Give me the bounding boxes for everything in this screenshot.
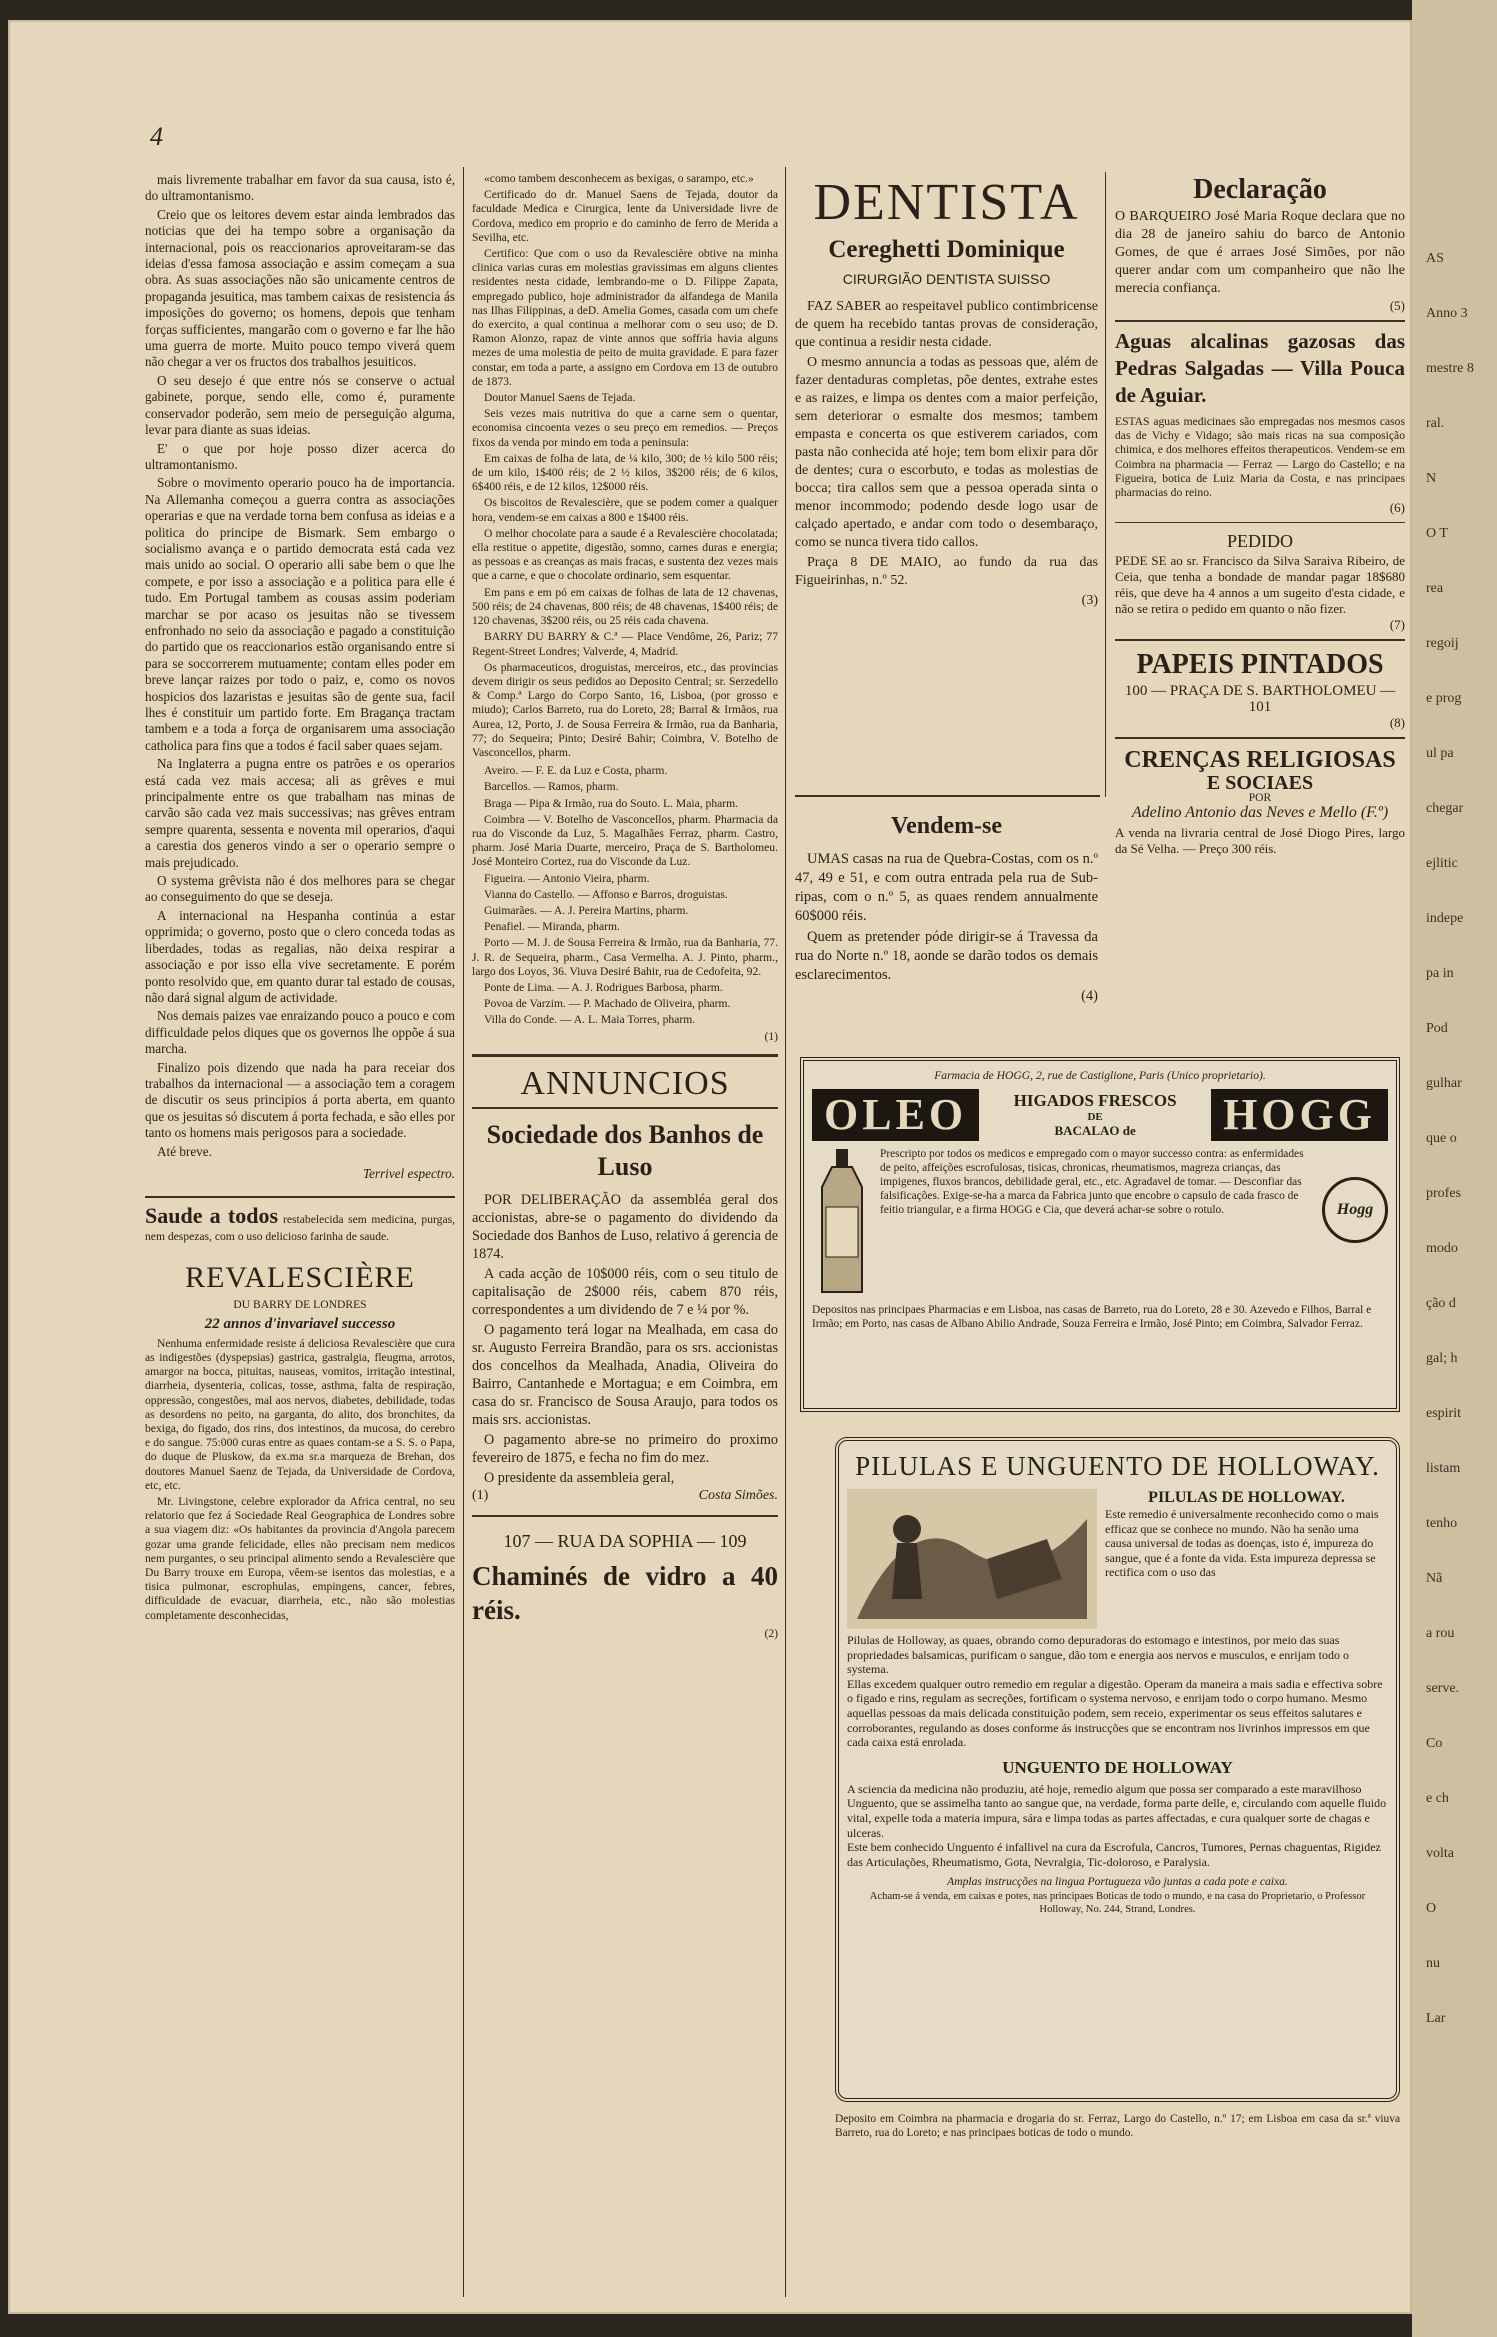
banhos-paragraph: O presidente da assembleia geral,	[484, 1469, 675, 1486]
revalesciere-paragraph: O melhor chocolate para a saude é a Revalescière chocolatada; ella restitue o appetite, digestão, somno, carnes duras e energia; as pessoas e as creanças as mais fracas, e sustenta dez vezes mais que a carne, e que o chocolate ordinario, sem esquentar.	[472, 526, 778, 583]
dentista-name: Cereghetti Dominique	[828, 236, 1065, 263]
crencas-subtitle: E SOCIAES	[1206, 772, 1314, 795]
agents-list	[472, 764, 778, 1027]
holloway-p4: Este bem conhecido Unguento é infallivel na cura da Escrofula, Cancros, Tumores, Pernas chaguentas, Rigidez das Articulações, Rheumatismo, Gota, Nevralgia, Tic-doloroso, e Paralysia.	[847, 1840, 1381, 1869]
declaracao-mark: (5)	[1389, 298, 1405, 313]
column-1	[145, 172, 455, 2307]
adjacent-page-fragment: regoij	[1426, 636, 1459, 651]
revalesciere-years: 22 annos d'invariavel successo	[204, 1316, 396, 1333]
revalesciere-continued	[472, 172, 778, 760]
papeis-address: 100 — PRAÇA DE S. BARTHOLOMEU — 101	[1124, 683, 1396, 716]
adjacent-page-fragment: Nã	[1426, 1571, 1443, 1586]
revalesciere-subtitle: DU BARRY DE LONDRES	[233, 1298, 367, 1312]
holloway-foot1: Amplas instrucções na lingua Portugueza vão juntas a cada pote e caixa.	[947, 1875, 1288, 1889]
banhos-paragraph: A cada acção de 10$000 réis, com o seu titulo de capitalisação de 2$000 réis, cabem 870 réis, correspondentes a um dividendo de 7 e ¼ por %.	[472, 1265, 778, 1318]
revalesciere-paragraph: Em caixas de folha de lata, de ¼ kilo, 300; de ½ kilo 500 réis; de um kilo, 1$400 réis; de 2 ½ kilos, 3$200 réis; de 6 kilos, 6$400 réis, e de 12 kilos, 12$000 réis.	[472, 451, 778, 494]
dentista-text	[795, 298, 1098, 590]
crencas-author: Adelino Antonio das Neves e Mello (F.º)	[1131, 804, 1389, 822]
adjacent-page-fragment: chegar	[1426, 801, 1464, 816]
divider	[1115, 639, 1405, 641]
adjacent-page-fragment: espirit	[1426, 1406, 1461, 1421]
adjacent-page-fragment: ção d	[1426, 1296, 1456, 1311]
divider	[1115, 737, 1405, 739]
adjacent-page-edge	[1412, 0, 1497, 2337]
declaracao-text: O BARQUEIRO José Maria Roque declara que no dia 28 de janeiro sahiu do barco de Antonio Gomes, de que é arraes José Simões, por não querer andar com um companheiro que não lhe merecia confiança.	[1115, 209, 1405, 296]
adjacent-page-fragment: Co	[1426, 1736, 1443, 1751]
revalesciere-paragraph: Seis vezes mais nutritiva do que a carne sem o quentar, economisa cincoenta vezes o seu preço em remedios. — Preços fixos da venda por mindo em toda a peninsula:	[472, 407, 778, 449]
column-rule-3	[1105, 172, 1106, 797]
article-paragraph: Nos demais paizes vae enraizando pouco a pouco e com difficuldade pelos diques que os governos lhe oppõe á sua marcha.	[145, 1008, 455, 1057]
adjacent-page-fragment: serve.	[1426, 1681, 1460, 1696]
saude-text: restabelecida sem medicina, purgas, nem despezas, com o uso delicioso farinha de saude.	[145, 1213, 455, 1243]
article-paragraph: Sobre o movimento operario pouco ha de importancia. Na Allemanha começou a guerra contra as associações operarias e que na verdade torna bem confusa as ideias e a politica do principe de Bismark. Sem embargo o socialismo avança e o partido democrata está cada vez mais unido ao social. O operario alli sabe bem o que lhe compete, e por isso a associação e a politica para elle é tudo. Em Portugal tambem as cousas assim poderiam marchar se por acaso os jesuitas não se tivessem enfronhado no seio da associação e pagado a constituição do partido que os reaccionarios estão organisando entre si para se soccorrerem mutuamente; contam elles poder em breve lançar raizes por todo o paiz, e, como os novos hospicios dos lazaristas e jesuitas são de gente sua, facil lhes é constituir um partido forte. Em Bragança tractam tambem e a toda a força de organisarem uma associação catholica para fins que a todos é facil saber quaes sejam.	[145, 475, 455, 753]
revalesciere-paragraph: BARRY DU BARRY & C.ª — Place Vendôme, 26, Pariz; 77 Regent-Street Londres; Valverde, 4, Madrid.	[472, 630, 778, 658]
holloway-intro: Este remedio é universalmente reconhecido como o mais efficaz que se conhece no mundo. Não ha senão uma causa universal de todas as doenças, isto é, impureza do sangue, que é a fonte da vida. Esta impureza depressa se rectifica com o uso das	[1105, 1507, 1379, 1580]
revalesciere-paragraph: Em pans e em pó em caixas de folhas de lata de 12 chavenas, 500 réis; de 24 chavenas, 800 réis; de 48 chavenas, 1$400 réis; de 120 chavenas, 3$200 réis, ou 25 réis cada chavena.	[472, 585, 778, 628]
adjacent-page-fragment: indepe	[1426, 911, 1464, 926]
holloway-p3: A sciencia da medicina não produziu, até hoje, remedio algum que possa ser comparado a este maravilhoso Unguento, que se assimelha tanto ao sangue que, na verdade, forma parte delle, e, circulando com aquelle fluido vital, expelle toda a materia impura, sára e limpa todas as partes affectadas, e cura qualquer sorte de chagas e ulceras.	[847, 1781, 1387, 1840]
adjacent-page-fragment: pa in	[1426, 966, 1454, 981]
adjacent-page-fragment: ejlitic	[1426, 856, 1458, 871]
article-paragraph: A internacional na Hespanha continúa a estar opprimida; o governo, posto que o clero conceda todas as liberdades, todas as regalias, não deixa respirar a associação e por isso ella vive secretamente. E porém ponto resolvido que, em quanto durar tal estado de cousas, não dará signal algum de actividade.	[145, 907, 455, 1005]
oleo-mid2: DE	[1087, 1111, 1103, 1124]
revalesciere-paragraph: Certificado do dr. Manuel Saens de Tejada, doutor da faculdade Medica e Cirurgica, lente da Universidade livre de Cordova, medico em proprio e do caminho de ferro de Merida a Sevilha, etc.	[472, 188, 778, 244]
adjacent-page-fragment: que o	[1426, 1131, 1457, 1146]
article-paragraph: mais livremente trabalhar em favor da sua causa, isto é, do ultramontanismo.	[145, 172, 455, 204]
column-rule-1	[463, 167, 464, 2297]
agent-entry: Villa do Conde. — A. L. Maia Torres, pharm.	[484, 1013, 696, 1027]
oleo-description: Prescripto por todos os medicos e empregado com o mayor successo contra: as enfermidades de peito, affeições escrofulosas, tisicas, chronicas, rheumatismos, magreza crianças, das impigenes, fluxos brancos, debilidade geral, etc., etc. Agradavel de tomar. — Desconfiar das falsificações. Exige-se-ha a marca da Fabrica junto que encobre o capsulo de cada frasco de feitio triangular, e a firma HOGG e Cia, que deverá achar-se sobre o rotulo.	[880, 1148, 1304, 1217]
chamines-title: Chaminés de vidro a 40 réis.	[472, 1560, 778, 1625]
dentista-paragraph: O mesmo annuncia a todas as pessoas que, além de fazer dentaduras completas, põe dentes, extrahe estes e as raizes, e limpa os dentes com a maior perfeição, sem deteriorar o esmalte dos mesmos; tambem empasta e concerta os que estiverem cariados, com pasta não conhecida até hoje; tem bom elixir para dôr de dentes; cura o escorbuto, e todas as molestias de bocca; tira callos sem que a pessoa operada sinta o menor incommodo; podendo desde logo usar de calçado apertado, e andar com todo o desembaraço, como se nunca tivera tido callos.	[795, 355, 1098, 550]
article-paragraph: Finalizo pois dizendo que nada ha para receiar dos trabalhos da internacional — a associação tem a coragem de discutir os seus principios á porta aberta, em quanto que os jesuitas só discutem á porta fechada, e são elles por tanto os homens mais perigosos para a sociedade.	[145, 1059, 455, 1141]
banhos-footer	[472, 1489, 778, 1503]
aguas-text: ESTAS aguas medicinaes são empregadas nos mesmos casos das de Vichy e Vidago; são mais ricas na sua composição chimica, e dos melhores effeitos therapeuticos. Vendem-se em Coimbra na pharmacia — Ferraz — Largo do Castello; e na Figueira, botica de Luiz Maria da Costa, e nas principaes pharmacias do reino.	[1115, 415, 1405, 500]
crencas-text: A venda na livraria central de José Diogo Pires, largo da Sé Velha. — Preço 300 réis.	[1115, 825, 1405, 857]
adjacent-page-fragment: volta	[1426, 1846, 1454, 1861]
hogg-seal	[1322, 1177, 1388, 1243]
pilulas-heading: PILULAS DE HOLLOWAY.	[1148, 1489, 1345, 1506]
vendem-title: Vendem-se	[890, 813, 1003, 839]
divider	[795, 795, 1100, 797]
banhos-signature: Costa Simões.	[698, 1487, 778, 1503]
agent-entry: Aveiro. — F. E. da Luz e Costa, pharm.	[484, 764, 668, 778]
oleo-mid1: HIGADOS FRESCOS	[1013, 1091, 1177, 1111]
adjacent-page-fragment: e ch	[1426, 1791, 1449, 1806]
article-paragraph: Creio que os leitores devem estar ainda lembrados das noticias que dei ha tempo sobre a organisação da internacional, pois os reaccionarios aproveitaram-se das ideias d'essa famosa associação e assim começam a sua obra. As suas associações não são unicamente centros de propaganda jesuitica, mas tambem caixas de resistencia ás imposições do governo; os homens, depois que tenham forças sufficientes, mangarão com o governo e far lhe hão uma guerra de morte. Muito pouco tempo viverá quem não chegar a ver os fructos dos trabalhos jesuiticos.	[145, 206, 455, 370]
revalesciere-paragraph: Nenhuma enfermidade resiste á deliciosa Revalescière que cura as indigestões (dyspepsias) gastrica, gastralgia, fleugma, arrotos, amargor na bocca, pituitas, nauseas, vomitos, irritação intestinal, diarrheia, dysenteria, colicas, tosse, asthma, falta de respiração, oppressão, congestões, mal aos nervos, diabetes, debilidade, todas as desordens no peito, na garganta, do alito, dos bronchites, da bexiga, do figado, dos rins, dos intestinos, da mucosa, do cerebro e do sangue. 75:000 curas entre as quaes contam-se a S. S. o Papa, do duque de Pluskow, da ex.ma sr.a marqueza de Brehan, dos doutores Manuel Saenz de Tejada, da Universidade de Cordova, etc, etc.	[145, 1336, 455, 1492]
agent-entry: Guimarães. — A. J. Pereira Martins, pharm.	[484, 903, 689, 917]
adjacent-page-fragment: Pod	[1426, 1021, 1448, 1036]
banhos-paragraph: O pagamento terá logar na Mealhada, em casa do sr. Augusto Ferreira Brandão, para os srs. accionistas dos concelhos da Mealhada, Anadia, Oliveira do Bairro, Cantanhede e Mortagua; e em Coimbra, em casa do sr. Francisco de Sousa Araujo, para todos os mais srs. accionistas.	[472, 1321, 778, 1428]
agent-entry: Ponte de Lima. — A. J. Rodrigues Barbosa, pharm.	[484, 980, 723, 994]
adjacent-page-fragment: O T	[1426, 526, 1448, 541]
agent-entry: Penafiel. — Miranda, pharm.	[484, 920, 620, 934]
dentista-mark: (3)	[1081, 593, 1098, 608]
bottle-icon	[812, 1147, 872, 1297]
oleo-hogg-ad	[800, 1057, 1400, 1412]
oleo-heading-row	[812, 1089, 1388, 1141]
revalesciere-paragraph: Doutor Manuel Saens de Tejada.	[484, 391, 636, 405]
papeis-mark: (8)	[1389, 715, 1405, 731]
newspaper-page	[10, 22, 1410, 2312]
papeis-title: PAPEIS PINTADOS	[1136, 649, 1384, 681]
adjacent-page-fragment: mestre 8	[1426, 361, 1474, 376]
annuncios-heading: ANNUNCIOS	[520, 1064, 730, 1102]
holloway-intro-block	[1105, 1489, 1388, 1629]
pedido-text: PEDE SE ao sr. Francisco da Silva Saraiva Ribeiro, de Ceia, que tenha a bondade de mandar pagar 18$680 réis, que deve ha 4 annos a um sugeito d'esta cidade, e não se retira o pedido em quanto o não fizer.	[1115, 553, 1405, 617]
banhos-paragraph: POR DELIBERAÇÃO da assembléa geral dos accionistas, abre-se o pagamento do dividendo da Sociedade dos Banhos de Luso, relativo á gerencia de 1874.	[472, 1191, 778, 1262]
adjacent-page-fragment: ral.	[1426, 416, 1445, 431]
aguas-mark: (6)	[1389, 500, 1405, 516]
revalesciere-paragraph: Certifico: Que com o uso da Revalescière obtive na minha clinica varias curas em molestias gravissimas em alguns clientes residentes nesta cidade, lembrando-me o D. Filippe Zapata, empregado publico, hoje administrador da alfandega de Manila nas Ilhas Filippinas, a deD. Amelia Gomes, casada com um chefe do exercito, a qual continua a melhorar com o seu uso; de D. Ramon Alonzo, rapaz de vinte annos que soffria havia alguns mezes de uma molestia de peito de muita gravidade. E para fazer constar, em toda a parte, a assigno em Cordova em 13 de outubro de 1873.	[472, 247, 778, 388]
dentista-title: DENTISTA	[813, 174, 1080, 231]
agent-entry: Porto — M. J. de Sousa Ferreira & Irmão, rua da Banharia, 77. J. R. de Sequeira, pharm., Casa Vermelha. A. J. Pinto, pharm., largo dos Loyos, 36. Viuva Desiré Bahir, rua de Cedofeita, 92.	[472, 936, 778, 978]
hercules-engraving-icon	[847, 1489, 1097, 1629]
oleo-body	[812, 1147, 1388, 1297]
pedido-title: PEDIDO	[1227, 531, 1293, 552]
agent-entry: Barcellos. — Ramos, pharm.	[484, 780, 619, 794]
revalesciere-paragraph: Mr. Livingstone, celebre explorador da Africa central, no seu relatorio que fez á Sociedade Real Geographica de Londres sobre a sua viagem diz: «Os habitantes da provincia d'Angola parecem gozar uma grande felicidade, elles não precisam nem medicos nem purgantes, o seu principal alimento sendo a Revalescière que Du Barry trouxe em Europa, vêem-se isentos das molestias, e a tisica pulmonar, escrophulas, empingens, cancer, febres, difficuldade de evacuar, diarrheia, etc., não são molestias completamente desconhecidas,	[145, 1495, 455, 1622]
divider	[472, 1054, 778, 1057]
sophia-address: 107 — RUA DA SOPHIA — 109	[503, 1530, 747, 1551]
holloway-p2: Ellas excedem qualquer outro remedio em regular a digestão. Operam da maneira a mais sadia e effectiva sobre o figado e rins, regulam as secreções, fortificam o systema nervoso, e enrijam todo o corpo humano. Mesmo aquellas pessoas da mais delicada constituição podem, sem receio, experimentar os seus effeitos salutares e corroborantes, regulando as doses conforme ás instrucções que se encontram nos livrinhos impressos em que cada caixa está enrolada.	[847, 1676, 1383, 1750]
holloway-foot2: Acham-se á venda, em caixas e potes, nas principaes Boticas de todo o mundo, e na casa do Proprietario, o Professor Holloway, No. 244, Strand, Londres.	[869, 1890, 1366, 1915]
page-number: 4	[150, 122, 163, 151]
oleo-depots: Depositos nas principaes Pharmacias e em Lisboa, nas casas de Barreto, rua do Loreto, 28 e 30. Azevedo e Filhos, Barral e Irmão; em Porto, nas casas de Albano Abilio Andrade, Souza Ferreira e Irmão, José Pinto; em Coimbra, Salvador Ferraz.	[812, 1304, 1372, 1331]
oleo-word: OLEO	[812, 1089, 979, 1141]
oleo-middle	[1014, 1091, 1177, 1139]
banhos-title: Sociedade dos Banhos de Luso	[486, 1119, 764, 1181]
divider	[472, 1515, 778, 1517]
revalesciere-text	[145, 1337, 455, 1623]
adjacent-page-fragment: listam	[1426, 1461, 1461, 1476]
banhos-text	[472, 1191, 778, 1487]
adjacent-page-fragment: Anno 3	[1426, 306, 1468, 321]
article-paragraph: O seu desejo é que entre nós se conserve o actual gabinete, porque, sendo elle, como é, puramente conservador poderão, sem meio de perseguição alguma, levar para diante as suas ideias.	[145, 372, 455, 438]
saude-title: Saude a todos	[145, 1203, 279, 1229]
divider	[472, 1107, 778, 1109]
vendem-text	[795, 850, 1098, 985]
holloway-deposit: Deposito em Coimbra na pharmacia e drogaria do sr. Ferraz, Largo do Castello, n.º 17; em Lisboa em casa da sr.ª viuva Barreto, rua do Loreto; e nas principaes boticas de todo o mundo.	[835, 2113, 1400, 2139]
agents-mark: (1)	[764, 1029, 778, 1043]
article-body	[145, 172, 455, 1160]
oleo-top: Farmacia de HOGG, 2, rue de Castiglione, Paris (Unico proprietario).	[934, 1069, 1266, 1082]
adjacent-page-fragment: tenho	[1426, 1516, 1458, 1531]
vendem-paragraph: UMAS casas na rua de Quebra-Costas, com os n.º 47, 49 e 51, e com outra entrada pela rua de Sub-ripas, com o n.º 5, as quaes rendem annualmente 60$000 réis.	[795, 851, 1098, 924]
adjacent-page-fragment: gal; h	[1426, 1351, 1458, 1366]
vendem-paragraph: Quem as pretender póde dirigir-se á Travessa da rua do Norte n.º 18, aonde se darão todos os demais esclarecimentos.	[795, 929, 1098, 983]
dentista-paragraph: FAZ SABER ao respeitavel publico contimbricense de quem ha recebido tantas provas de consideração, que continua a residir nesta cidade.	[795, 299, 1098, 350]
holloway-top-row	[847, 1489, 1388, 1629]
adjacent-page-fragment: profes	[1426, 1186, 1461, 1201]
saude-ad	[145, 1203, 455, 1244]
revalesciere-paragraph: «como tambem desconhecem as bexigas, o sarampo, etc.»	[484, 172, 754, 185]
adjacent-page-fragment: AS	[1426, 251, 1444, 266]
oleo-mid3: BACALAO de	[1054, 1123, 1136, 1139]
column-4	[1115, 172, 1405, 1072]
divider	[1115, 320, 1405, 322]
article-signature: Terrivel espectro.	[362, 1165, 455, 1181]
adjacent-page-fragment: gulhar	[1426, 1076, 1462, 1091]
agent-entry: Vianna do Castello. — Affonso e Barros, droguistas.	[484, 887, 728, 901]
adjacent-page-fragment: nu	[1426, 1956, 1440, 1971]
banhos-paragraph: O pagamento abre-se no primeiro do proximo fevereiro de 1875, e fecha no fim do mez.	[472, 1431, 778, 1466]
adjacent-page-fragment: ul pa	[1426, 746, 1454, 761]
adjacent-page-fragment: N	[1426, 471, 1437, 486]
aguas-title: Aguas alcalinas gazosas das Pedras Salgadas — Villa Pouca de Aguiar.	[1115, 329, 1405, 407]
article-paragraph: O systema grêvista não é dos melhores para se chegar ao conseguimento do que se deseja.	[145, 873, 455, 905]
divider	[1115, 522, 1405, 523]
article-paragraph: Na Inglaterra a pugna entre os patrões e os operarios está cada vez mais accesa; ali as grêves e mui principalmente entre os que trabalham nas minas de carvão são cada vez mais successivas; nas grêves entram sempre quarenta, sessenta e noventa mil operarios, d'aqui a carestia dos generos vindo a ser o operario sempre o mais prejudicado.	[145, 756, 455, 870]
adjacent-page-fragment: rea	[1426, 581, 1444, 596]
vendem-mark: (4)	[1081, 988, 1098, 1004]
vendem-se-ad	[795, 810, 1098, 1040]
agent-entry: Coimbra — V. Botelho de Vasconcellos, pharm. Pharmacia da rua do Visconde da Luz, 5. Magalhães Ferraz, pharm. Castro, pharm. José Maria Duarte, merceiro, Praça de S. Bartholomeu. José Monteiro Cortez, rua do Visconde da Luz.	[472, 812, 778, 869]
dentista-subtitle: CIRURGIÃO DENTISTA SUISSO	[842, 271, 1051, 287]
unguento-heading: UNGUENTO DE HOLLOWAY	[1002, 1757, 1233, 1777]
holloway-p1: Pilulas de Holloway, as quaes, obrando como depuradoras do estomago e intestinos, por meio das suas propriedades balsamicas, purificam o sangue, dão tom e energia aos nervos e musculos, e enrijam todo o systema.	[847, 1633, 1349, 1677]
chamines-mark: (2)	[764, 1626, 778, 1640]
adjacent-page-fragment: O	[1426, 1901, 1437, 1916]
crencas-title: CRENÇAS RELIGIOSAS	[1124, 747, 1396, 774]
column-3	[795, 172, 1098, 812]
adjacent-page-fragment: Lar	[1426, 2011, 1446, 2026]
column-2	[472, 172, 778, 2307]
dentista-paragraph: Praça 8 DE MAIO, ao fundo da rua das Figueirinhas, n.º 52.	[795, 555, 1098, 588]
article-paragraph: Até breve.	[157, 1143, 212, 1159]
adjacent-page-fragment: modo	[1426, 1241, 1458, 1256]
divider	[145, 1196, 455, 1198]
holloway-ad	[835, 1437, 1400, 2102]
declaracao-title: Declaração	[1193, 174, 1327, 205]
holloway-title: PILULAS E UNGUENTO DE HOLLOWAY.	[855, 1451, 1380, 1481]
revalesciere-paragraph: Os pharmaceuticos, droguistas, merceiros, etc., das provincias devem dirigir os seus pedidos ao Deposito Central; sr. Serzedello & Comp.ª Largo do Corpo Santo, 16, Lisboa, (por grosso e miudo); Carlos Barreto, rua do Loreto, 28; Barral & Irmãos, rua Aurea, 12, Porto, J. de Sousa Ferreira & Irmão, rua da Banharia, 77; do Sequeira; Pinto; Desiré Bahir; Coimbra, V. Botelho de Vasconcellos, pharm.	[472, 660, 778, 759]
agent-entry: Figueira. — Antonio Vieira, pharm.	[484, 871, 650, 885]
agent-entry: Povoa de Varzim. — P. Machado de Oliveira, pharm.	[484, 997, 731, 1011]
agent-entry: Braga — Pipa & Irmão, rua do Souto. L. Maia, pharm.	[484, 796, 739, 810]
hogg-seal-text: Hogg	[1336, 1201, 1374, 1219]
column-rule-2	[785, 167, 786, 2297]
revalesciere-title: REVALESCIÈRE	[185, 1261, 415, 1295]
article-paragraph: E' o que por hoje posso dizer acerca do ultramontanismo.	[145, 440, 455, 472]
crencas-por: POR	[1248, 791, 1272, 805]
hogg-word: HOGG	[1211, 1089, 1388, 1141]
adjacent-page-fragment: a rou	[1426, 1626, 1455, 1641]
adjacent-page-fragment: e prog	[1426, 691, 1462, 706]
revalesciere-paragraph: Os biscoitos de Revalescière, que se podem comer a qualquer hora, vendem-se em caixas a 800 e 1$400 réis.	[472, 496, 778, 524]
pedido-mark: (7)	[1389, 617, 1405, 633]
banhos-mark: (1)	[472, 1487, 489, 1503]
